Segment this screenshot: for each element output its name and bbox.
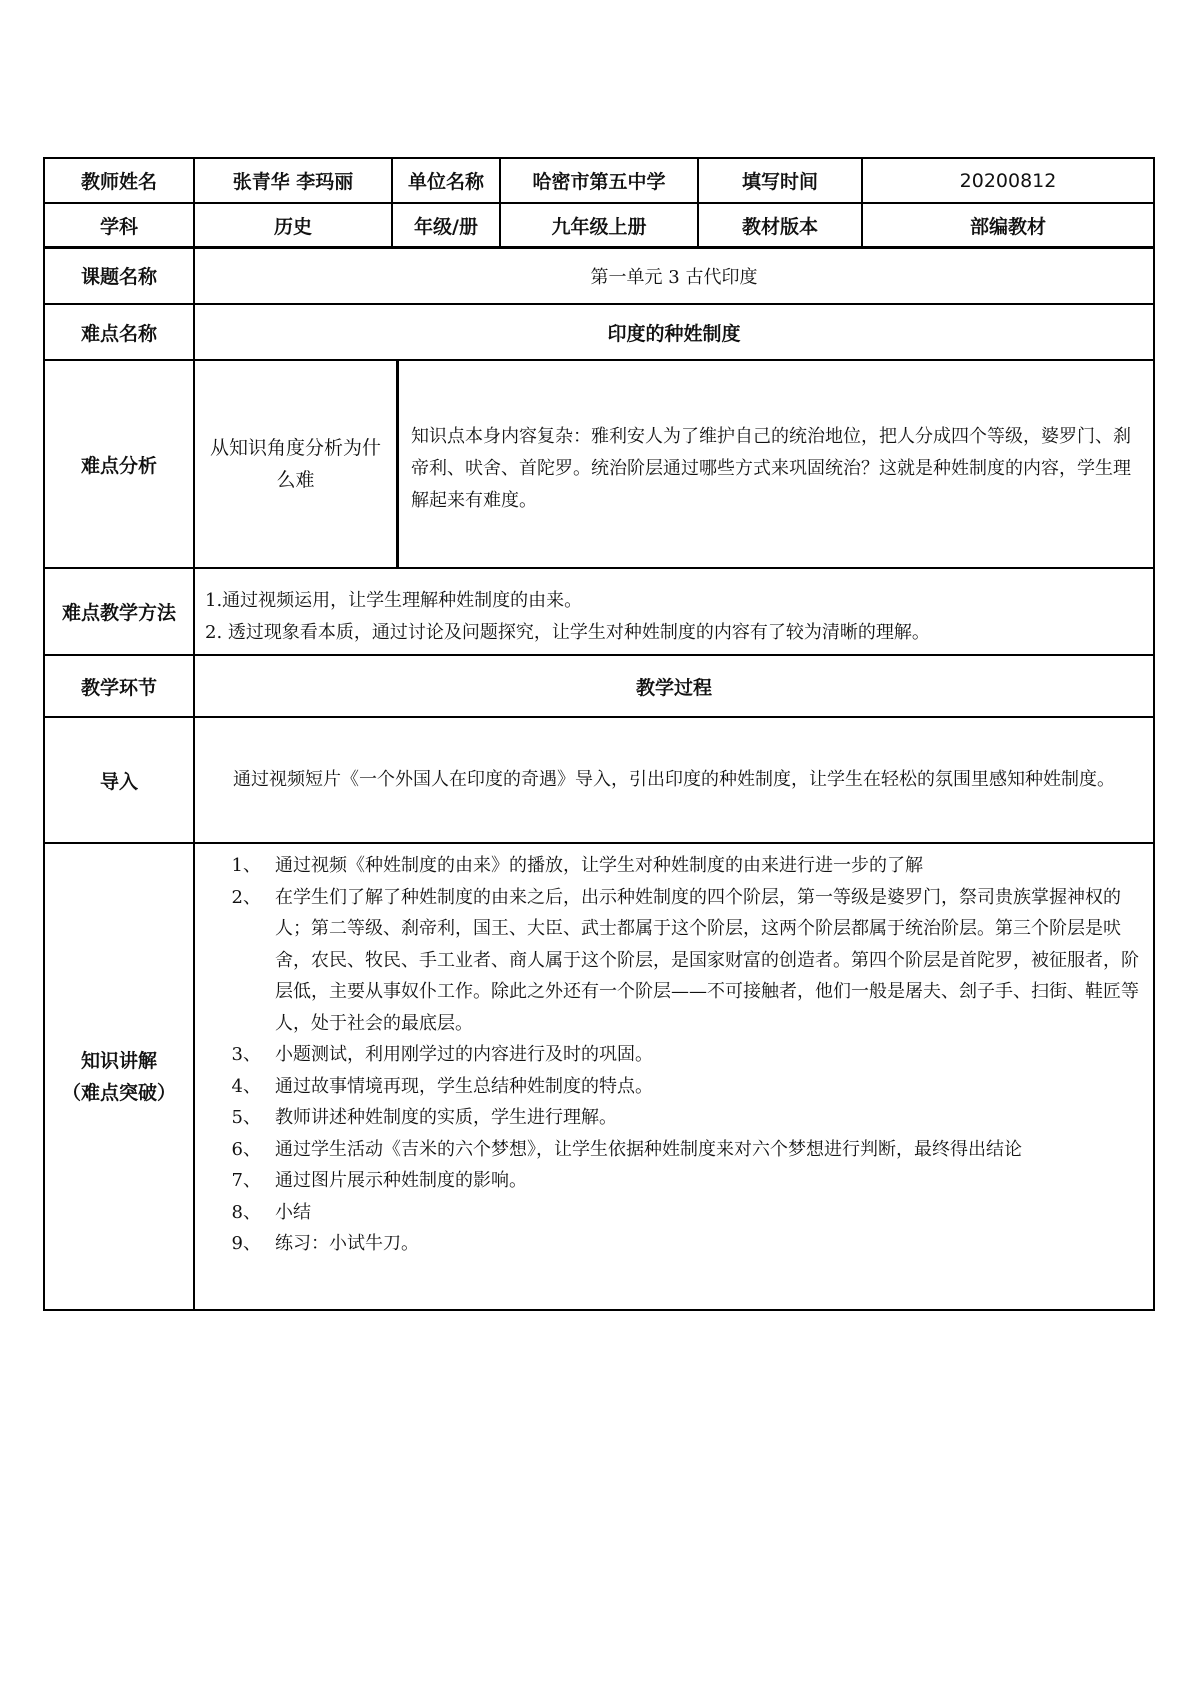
edition-label: 教材版本 — [698, 203, 862, 248]
list-item-text: 教师讲述种姓制度的实质，学生进行理解。 — [275, 1107, 617, 1128]
unit-label: 单位名称 — [392, 158, 500, 203]
intro-label: 导入 — [44, 717, 194, 843]
subject-label: 学科 — [44, 203, 194, 248]
list-item-number: 4、 — [231, 1075, 261, 1097]
edition-value: 部编教材 — [862, 203, 1154, 248]
difficulty-value: 印度的种姓制度 — [194, 304, 1154, 360]
list-item-number: 9、 — [231, 1233, 261, 1254]
header-row-2 — [44, 203, 1154, 248]
methods-cell — [194, 568, 1154, 655]
topic-value: 第一单元 3 古代印度 — [194, 247, 1154, 304]
list-item — [195, 1039, 1143, 1071]
list-item — [195, 850, 1143, 882]
list-item — [195, 1228, 1143, 1260]
analysis-sub-label: 从知识角度分析为什么难 — [195, 361, 399, 567]
difficulty-label: 难点名称 — [44, 304, 194, 360]
difficulty-row — [44, 304, 1154, 360]
knowledge-label — [44, 843, 194, 1310]
list-item-text: 通过故事情境再现，学生总结种姓制度的特点。 — [275, 1075, 653, 1097]
list-item — [195, 882, 1143, 1040]
list-item-number: 1、 — [231, 855, 261, 876]
list-item-number: 7、 — [231, 1170, 261, 1191]
method-item: 2. 透过现象看本质，通过讨论及问题探究，让学生对种姓制度的内容有了较为清晰的理解。 — [205, 622, 930, 643]
list-item — [195, 1134, 1143, 1166]
knowledge-label-line2: （难点突破） — [61, 1081, 176, 1104]
list-item-text: 小题测试，利用刚学过的内容进行及时的巩固。 — [275, 1044, 653, 1065]
list-item — [195, 1165, 1143, 1197]
knowledge-label-line1: 知识讲解 — [80, 1049, 157, 1072]
teacher-value: 张青华 李玛丽 — [194, 158, 392, 203]
date-label: 填写时间 — [698, 158, 862, 203]
topic-label: 课题名称 — [44, 247, 194, 304]
list-item-text: 练习：小试牛刀。 — [275, 1233, 419, 1254]
list-item-text: 小结 — [275, 1201, 311, 1223]
list-item-number: 6、 — [231, 1138, 261, 1160]
list-item-number: 5、 — [231, 1107, 261, 1128]
list-item-text: 通过学生活动《吉米的六个梦想》，让学生依据种姓制度来对六个梦想进行判断，最终得出结论 — [275, 1138, 1022, 1160]
methods-label: 难点教学方法 — [44, 568, 194, 655]
header-row-1 — [44, 158, 1154, 203]
process-value: 教学过程 — [194, 655, 1154, 717]
process-label: 教学环节 — [44, 655, 194, 717]
list-item — [195, 1102, 1143, 1134]
analysis-label: 难点分析 — [44, 360, 194, 568]
lesson-content-table — [43, 246, 1155, 1311]
list-item-text: 在学生们了解了种姓制度的由来之后，出示种姓制度的四个阶层，第一等级是婆罗门，祭司贵族掌握神权的人；第二等级、刹帝利，国王、大臣、武士都属于这个阶层，这两个阶层都属于统治阶层。第三个阶层是吠舍，农民、牧民、手工业者、商人属于这个阶层，是国家财富的创造者。第四个阶层是首陀罗，被征服者，阶层低，主要从事奴仆工作。除此之外还有一个阶层——不可接触者，他们一般是屠夫、刽子手、扫街、鞋匠等人，处于社会的最底层。 — [275, 886, 1139, 1034]
list-item-number: 8、 — [231, 1201, 261, 1223]
knowledge-row — [44, 843, 1154, 1310]
intro-row — [44, 717, 1154, 843]
grade-label: 年级/册 — [392, 203, 500, 248]
list-item-text: 通过图片展示种姓制度的影响。 — [275, 1170, 527, 1191]
process-header-row — [44, 655, 1154, 717]
list-item — [195, 1071, 1143, 1103]
list-item — [195, 1197, 1143, 1229]
list-item-number: 2、 — [231, 886, 261, 908]
analysis-row — [44, 360, 1154, 568]
subject-value: 历史 — [194, 203, 392, 248]
date-value: 20200812 — [862, 158, 1154, 203]
methods-row — [44, 568, 1154, 655]
intro-text: 通过视频短片《一个外国人在印度的奇遇》导入，引出印度的种姓制度，让学生在轻松的氛围里感知种姓制度。 — [194, 717, 1154, 843]
topic-row — [44, 247, 1154, 304]
analysis-cell — [194, 360, 1154, 568]
unit-value: 哈密市第五中学 — [500, 158, 698, 203]
teacher-label: 教师姓名 — [44, 158, 194, 203]
list-item-number: 3、 — [231, 1044, 261, 1065]
method-item: 1.通过视频运用，让学生理解种姓制度的由来。 — [205, 590, 583, 611]
knowledge-list — [195, 850, 1143, 1260]
knowledge-cell — [194, 843, 1154, 1310]
list-item-text: 通过视频《种姓制度的由来》的播放，让学生对种姓制度的由来进行进一步的了解 — [275, 855, 923, 876]
header-info-table — [43, 157, 1155, 249]
analysis-text: 知识点本身内容复杂：雅利安人为了维护自己的统治地位，把人分成四个等级，婆罗门、刹帝利、吠舍、首陀罗。统治阶层通过哪些方式来巩固统治？这就是种姓制度的内容，学生理解起来有难度。 — [411, 426, 1131, 511]
grade-value: 九年级上册 — [500, 203, 698, 248]
